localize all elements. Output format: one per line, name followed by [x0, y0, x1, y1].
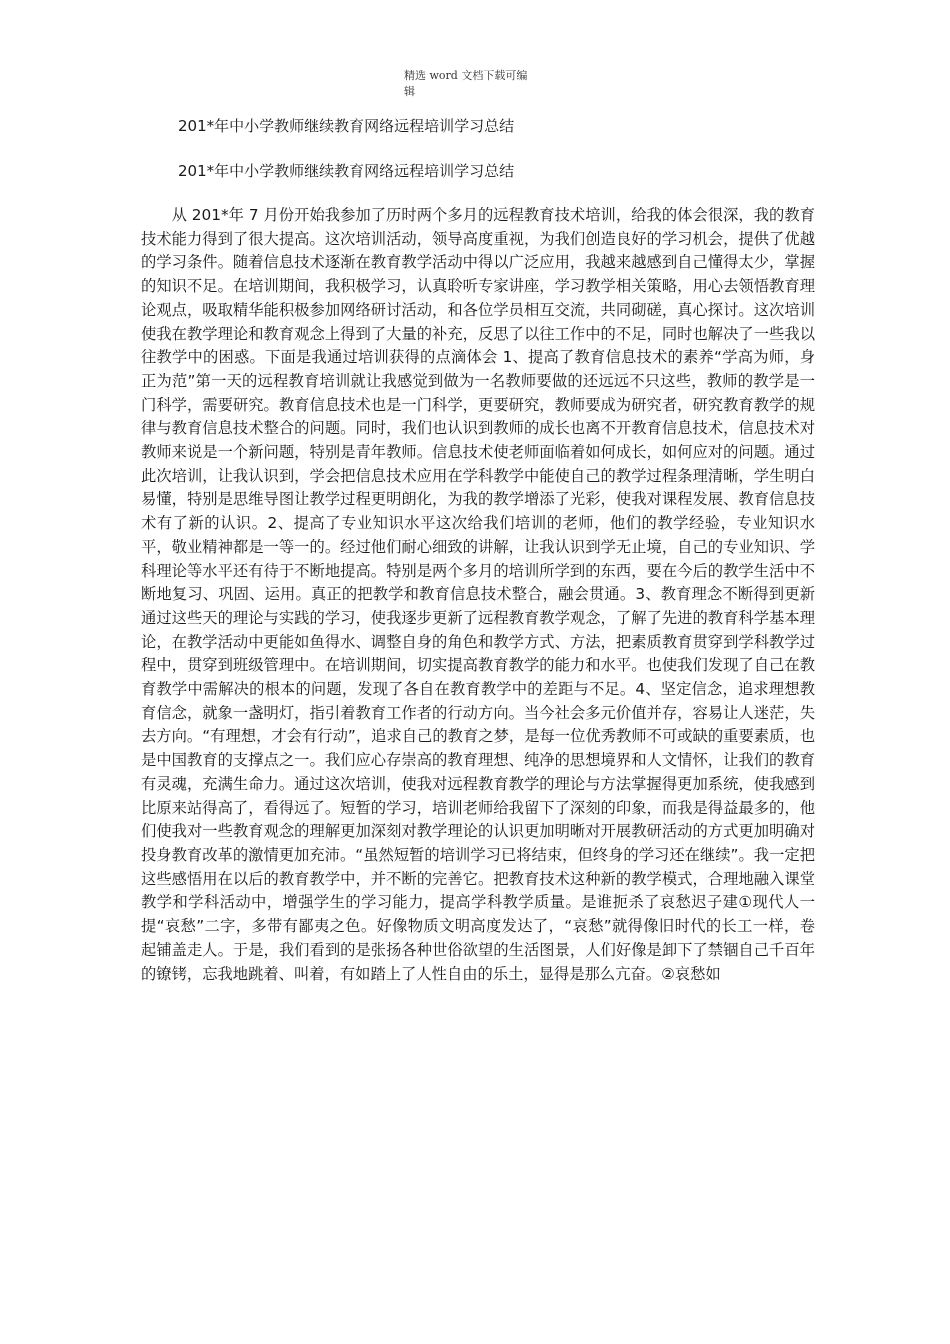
- header-line-2: 辑: [404, 85, 415, 98]
- document-body: [141, 204, 815, 986]
- page-header: [404, 68, 544, 100]
- body-paragraph: 从 201*年 7 月份开始我参加了历时两个多月的远程教育技术培训，给我的体会很深，我的教育技术能力得到了很大提高。这次培训活动，领导高度重视，为我们创造良好的学习机会，提供了优越的学习条件。随着信息技术逐渐在教育教学活动中得以广泛应用，我越来越感到自己懂得太少，掌握的知识不足。在培训期间，我积极学习，认真聆听专家讲座，学习教学相关策略，用心去领悟教育理论观点，吸取精华能积极参加网络研讨活动，和各位学员相互交流，共同砌磋，真心探讨。这次培训使我在教学理论和教育观念上得到了大量的补充，反思了以往工作中的不足，同时也解决了一些我以往教学中的困惑。下面是我通过培训获得的点滴体会 1、提高了教育信息技术的素养“学高为师，身正为范”第一天的远程教育培训就让我感觉到做为一名教师要做的还远远不只这些，教师的教学是一门科学，需要研究。教育信息技术也是一门科学，更要研究，教师要成为研究者，研究教育教学的规律与教育信息技术整合的问题。同时，我们也认识到教师的成长也离不开教育信息技术，信息技术对教师来说是一个新问题，特别是青年教师。信息技术使老师面临着如何成长，如何应对的问题。通过此次培训，让我认识到，学会把信息技术应用在学科教学中能使自己的教学过程条理清晰，学生明白易懂，特别是思维导图让教学过程更明朗化，为我的教学增添了光彩，使我对课程发展、教育信息技术有了新的认识。2、提高了专业知识水平这次给我们培训的老师，他们的教学经验，专业知识水平，敬业精神都是一等一的。经过他们耐心细致的讲解，让我认识到学无止境，自己的专业知识、学科理论等水平还有待于不断地提高。特别是两个多月的培训所学到的东西，要在今后的教学生活中不断地复习、巩固、运用。真正的把教学和教育信息技术整合，融会贯通。3、教育理念不断得到更新通过这些天的理论与实践的学习，使我逐步更新了远程教育教学观念，了解了先进的教育科学基本理论，在教学活动中更能如鱼得水、调整自身的角色和教学方式、方法，把素质教育贯穿到学科教学过程中，贯穿到班级管理中。在培训期间，切实提高教育教学的能力和水平。也使我们发现了自己在教育教学中需解决的根本的问题，发现了各自在教育教学中的差距与不足。4、坚定信念，追求理想教育信念，就象一盏明灯，指引着教育工作者的行动方向。当今社会多元价值并存，容易让人迷茫，失去方向。“有理想，才会有行动”，追求自己的教育之梦，是每一位优秀教师不可或缺的重要素质，也是中国教育的支撑点之一。我们应心存崇高的教育理想、纯净的思想境界和人文情怀，让我们的教育有灵魂，充满生命力。通过这次培训，使我对远程教育教学的理论与方法掌握得更加系统，使我感到比原来站得高了，看得远了。短暂的学习，培训老师给我留下了深刻的印象，而我是得益最多的，他们使我对一些教育观念的理解更加深刻对教学理论的认识更加明晰对开展教研活动的方式更加明确对投身教育改革的激情更加充沛。“虽然短暂的培训学习已将结束，但终身的学习还在继续”。我一定把这些感悟用在以后的教育教学中，并不断的完善它。把教育技术这种新的教学模式，合理地融入课堂教学和学科活动中，增强学生的学习能力，提高学科教学质量。是谁扼杀了哀愁迟子建①现代人一提“哀愁”二字，多带有鄙夷之色。好像物质文明高度发达了，“哀愁”就得像旧时代的长工一样，卷起铺盖走人。于是，我们看到的是张扬各种世俗欲望的生活图景，人们好像是卸下了禁锢自己千百年的镣铐，忘我地跳着、叫着，有如踏上了人性自由的乐土，显得是那么亢奋。②哀愁如: [141, 206, 815, 983]
- header-line-1: 精选 word 文档下载可编: [404, 69, 528, 82]
- document-subtitle: 201*年中小学教师继续教育网络远程培训学习总结: [178, 162, 515, 180]
- document-title: 201*年中小学教师继续教育网络远程培训学习总结: [178, 117, 515, 135]
